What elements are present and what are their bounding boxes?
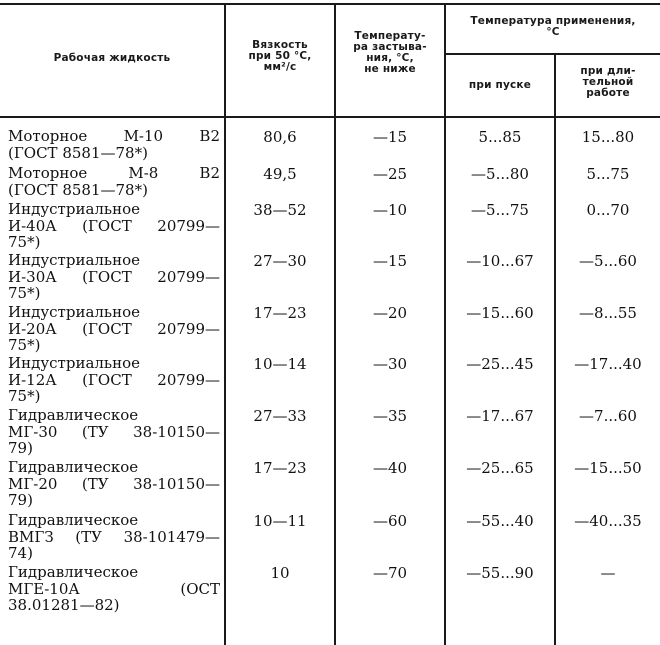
long-work-temp-value: —17...40 (574, 355, 642, 373)
fluid-name-line: Индустриальное (8, 251, 140, 269)
fluid-name (8, 252, 220, 302)
long-work-temp-value: 0...70 (586, 201, 630, 219)
fluid-name-line: И-12А (ГОСТ 20799— (8, 370, 220, 389)
fluid-name-line: 75*) (8, 284, 41, 302)
pour-point-value: —30 (372, 355, 408, 373)
fluid-name (8, 459, 220, 509)
fluid-name-line: МГ-30 (ТУ 38-10150— (8, 422, 220, 441)
viscosity-value: 10 (270, 564, 290, 582)
fluid-name-line: 79) (8, 439, 33, 457)
column-divider (334, 5, 336, 645)
fluid-name-line: И-20А (ГОСТ 20799— (8, 319, 220, 338)
fluid-name-line: Моторное М-8 В2 (8, 164, 220, 182)
header-pour-point: Температу- ра застыва- ния, °С, не ниже (353, 30, 427, 75)
long-work-temp-value: —8...55 (579, 304, 637, 322)
fluid-name-line: Гидравлическое (8, 563, 139, 581)
start-temp-value: —55...90 (466, 564, 534, 582)
viscosity-value: 10—14 (253, 355, 307, 373)
fluid-name-line: Индустриальное (8, 354, 140, 372)
pour-point-value: —10 (372, 201, 408, 219)
viscosity-value: 27—33 (253, 407, 307, 425)
fluid-name-line: (ГОСТ 8581—78*) (8, 180, 148, 199)
start-temp-value: —55...40 (466, 512, 534, 530)
start-temp-value: —5...80 (471, 165, 529, 183)
start-temp-value: —25...45 (466, 355, 534, 373)
pour-point-value: —40 (372, 459, 408, 477)
start-temp-value: —15...60 (466, 304, 534, 322)
header-application-temp: Температура применения, °С (470, 15, 636, 38)
table-top-rule (0, 3, 660, 5)
column-divider (444, 5, 446, 645)
long-work-temp-value: —40...35 (574, 512, 642, 530)
fluid-name-line: Гидравлическое (8, 406, 139, 424)
long-work-temp-value: —15...50 (574, 459, 642, 477)
pour-point-value: —15 (372, 128, 408, 146)
fluid-name-line: Моторное М-10 В2 (8, 127, 220, 145)
start-temp-value: 5...85 (478, 128, 522, 146)
fluid-name (8, 512, 220, 562)
pour-point-value: —15 (372, 252, 408, 270)
viscosity-value: 17—23 (253, 304, 307, 322)
long-work-temp-value: 5...75 (586, 165, 630, 183)
start-temp-value: —17...67 (466, 407, 534, 425)
viscosity-value: 38—52 (253, 201, 307, 219)
header-fluid: Рабочая жидкость (53, 52, 171, 64)
fluid-name (8, 304, 220, 354)
fluid-name (8, 201, 220, 251)
fluid-name-line: И-30А (ГОСТ 20799— (8, 267, 220, 286)
viscosity-value: 17—23 (253, 459, 307, 477)
fluid-name-line: ВМГЗ (ТУ 38-101479— (8, 527, 220, 546)
pour-point-value: —60 (372, 512, 408, 530)
fluid-name (8, 128, 220, 161)
fluid-name-line: Индустриальное (8, 200, 140, 218)
fluid-name-line: 74) (8, 544, 33, 562)
column-divider (224, 5, 226, 645)
header-viscosity: Вязкость при 50 °С, мм²/с (248, 39, 312, 73)
long-work-temp-value: —7...60 (579, 407, 637, 425)
fluid-name-line: 38.01281—82) (8, 596, 120, 614)
fluid-name-line: (ГОСТ 8581—78*) (8, 143, 148, 162)
start-temp-value: —25...65 (466, 459, 534, 477)
start-temp-value: —5...75 (471, 201, 529, 219)
header-bottom-rule (0, 116, 660, 118)
viscosity-value: 49,5 (263, 165, 297, 183)
pour-point-value: —25 (372, 165, 408, 183)
viscosity-value: 10—11 (253, 512, 307, 530)
fluid-name-line: 75*) (8, 233, 41, 251)
fluid-name-line: И-40А (ГОСТ 20799— (8, 216, 220, 235)
fluid-name (8, 407, 220, 457)
long-work-temp-value: 15...80 (581, 128, 635, 146)
fluid-name-line: 79) (8, 491, 33, 509)
pour-point-value: —20 (372, 304, 408, 322)
subheader-rule (446, 53, 660, 55)
fluid-name-line: МГЕ-10А (ОСТ (8, 579, 220, 598)
long-work-temp-value: — (600, 564, 616, 582)
fluid-name (8, 165, 220, 198)
viscosity-value: 80,6 (263, 128, 297, 146)
header-long-work: при дли- тельной работе (580, 65, 636, 99)
fluid-name-line: 75*) (8, 387, 41, 405)
fluid-name-line: МГ-20 (ТУ 38-10150— (8, 474, 220, 493)
fluid-name-line: 75*) (8, 336, 41, 354)
viscosity-value: 27—30 (253, 252, 307, 270)
header-at-start: при пуске (468, 79, 532, 91)
pour-point-value: —70 (372, 564, 408, 582)
long-work-temp-value: —5...60 (579, 252, 637, 270)
fluid-name-line: Индустриальное (8, 303, 140, 321)
start-temp-value: —10...67 (466, 252, 534, 270)
fluid-name (8, 355, 220, 405)
fluid-name-line: Гидравлическое (8, 511, 139, 529)
pour-point-value: —35 (372, 407, 408, 425)
fluid-name (8, 564, 220, 614)
fluid-name-line: Гидравлическое (8, 458, 139, 476)
